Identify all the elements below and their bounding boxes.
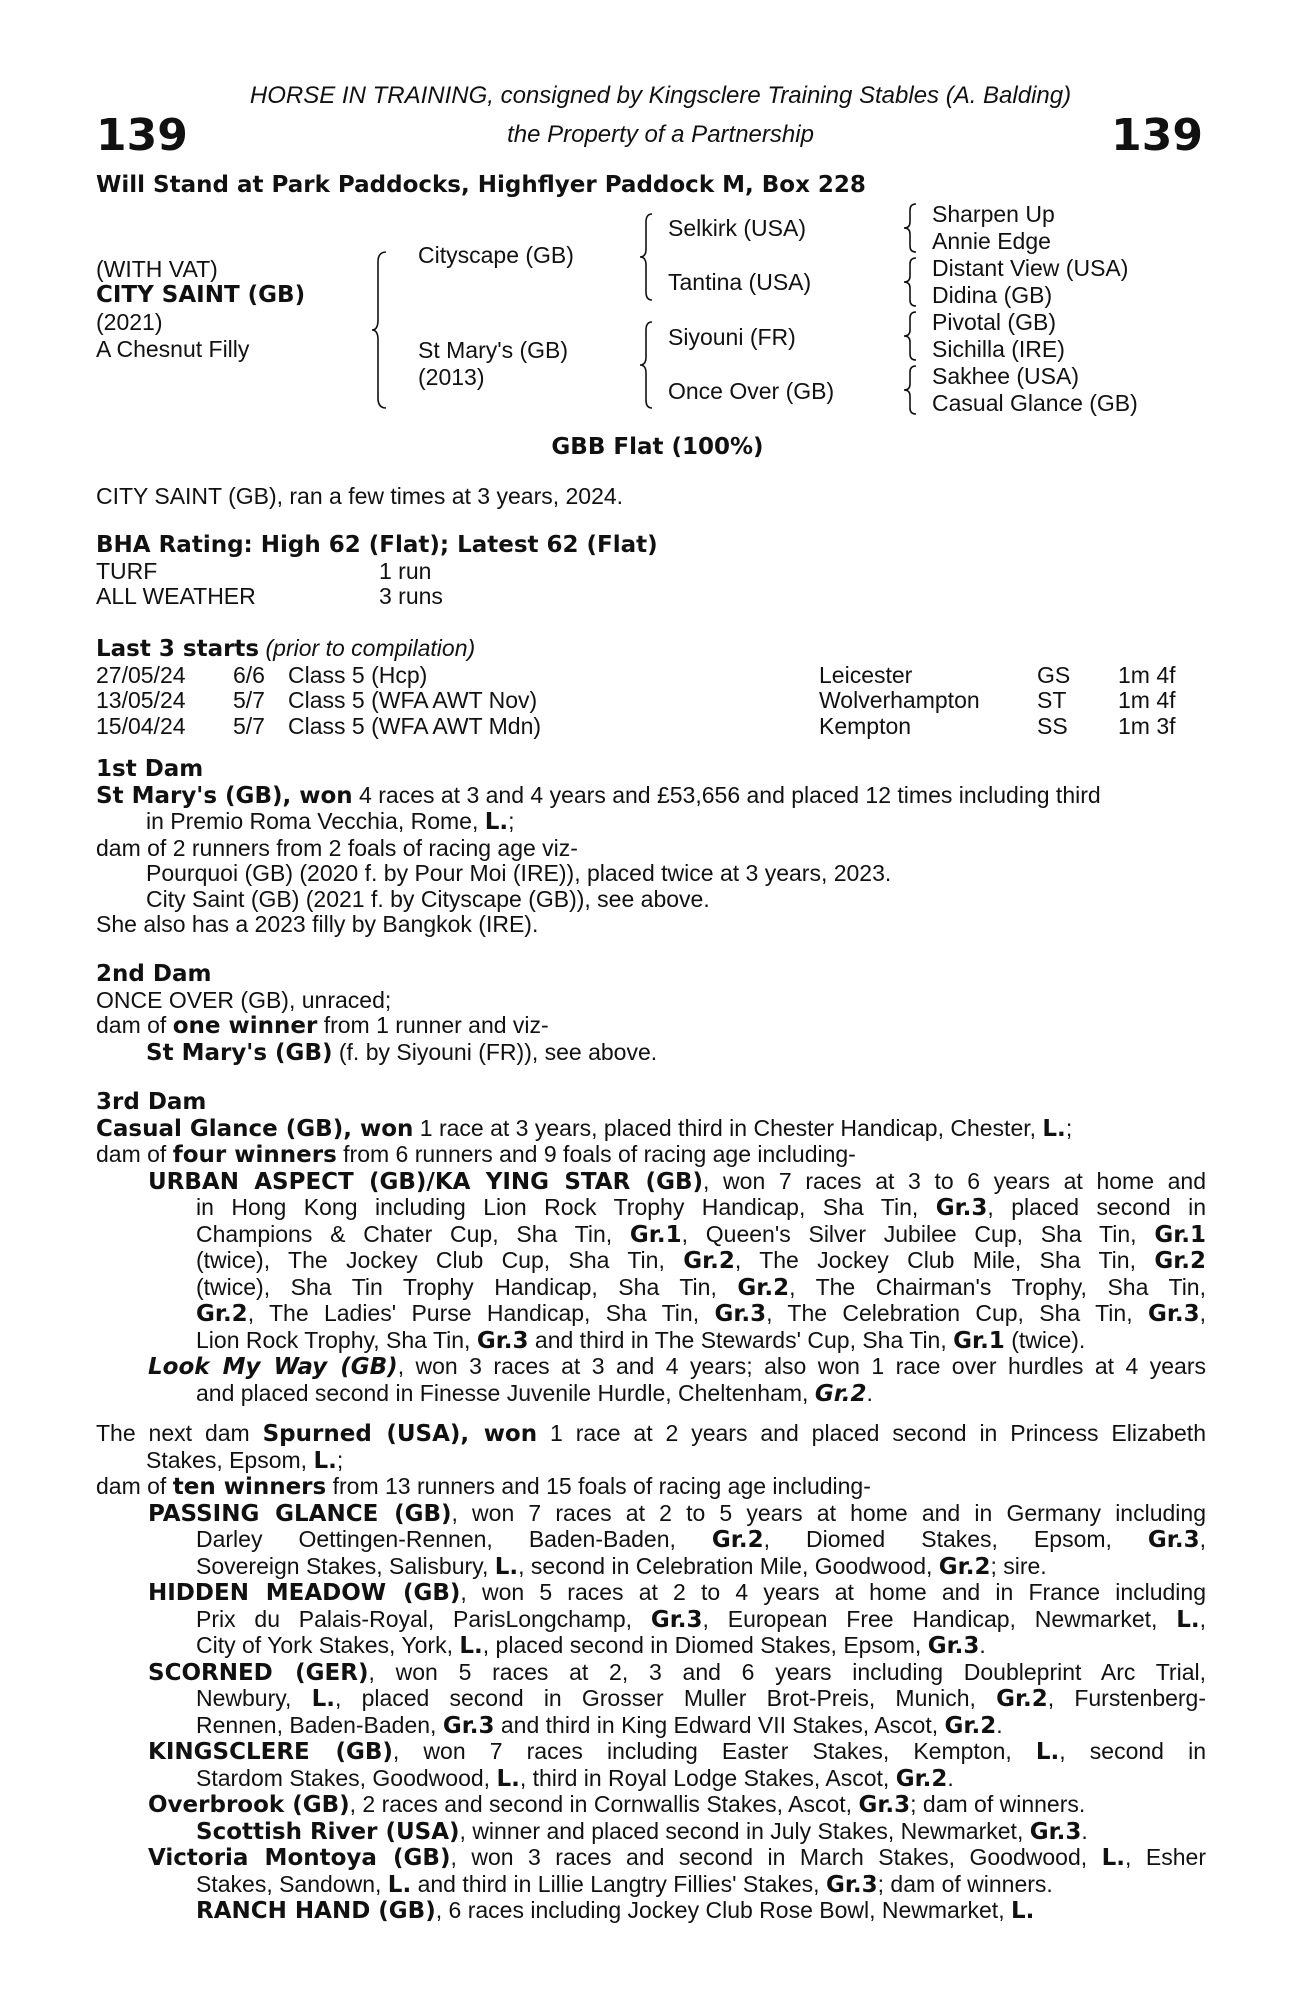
stand-location: Will Stand at Park Paddocks, Highflyer Paddock M, Box 228 xyxy=(96,172,866,198)
horse-description: A Chesnut Filly xyxy=(96,336,250,362)
produce-scottish-river: Scottish River (USA), winner and placed second in July Stakes, Newmarket, Gr.3. xyxy=(196,1817,1088,1845)
brace-dam xyxy=(638,320,656,410)
start-course: Wolverhampton xyxy=(819,687,980,713)
dam-sire: Siyouni (FR) xyxy=(668,324,796,350)
gen3-dss: Pivotal (GB) xyxy=(932,309,1056,335)
third-dam-title: 3rd Dam xyxy=(96,1089,207,1115)
rating-row: ALL WEATHER 3 runs xyxy=(96,583,443,609)
last-starts xyxy=(96,636,1206,739)
start-class: Class 5 (Hcp) xyxy=(288,661,428,688)
gen3-dds: Sakhee (USA) xyxy=(932,363,1080,389)
dam-dam: Once Over (GB) xyxy=(668,378,835,404)
produce-overbrook: Overbrook (GB), 2 races and second in Cornwallis Stakes, Ascot, Gr.3; dam of winners. xyxy=(148,1791,1086,1818)
gbb-flat: GBB Flat (100%) xyxy=(551,434,764,460)
start-row xyxy=(96,663,1206,689)
sire-dam: Tantina (USA) xyxy=(668,269,812,295)
starts-title: Last 3 starts xyxy=(96,636,260,662)
produce-hidden-meadow: HIDDEN MEADOW (GB), won 5 races at 2 to 4 years at home and in France including xyxy=(148,1579,1206,1606)
brace-sd xyxy=(902,256,920,308)
brace-gen1 xyxy=(370,250,390,410)
first-dam: 1st Dam St Mary's (GB), won 4 races at 3 and 4 years and £53,656 and placed 12 times including third in Premio Roma Vecchia, Rome, L.; dam of 2 runners from 2 foals of racing age viz- Pourquoi (GB) (2020 f. by Pour Moi (IRE)), placed twice at 3 years, 2023. City Saint (GB) (2021 f. by Cityscape (GB)), see above. She also has a 2023 filly by Bangkok (IRE). xyxy=(96,757,1206,938)
foal: City Saint (GB) (2021 f. by Cityscape (GB)), see above. xyxy=(146,885,710,912)
vat-note: (WITH VAT) xyxy=(96,256,218,282)
produce-scorned: SCORNED (GER), won 5 races at 2, 3 and 6 years including Doubleprint Arc Trial, xyxy=(148,1658,1206,1686)
start-row xyxy=(96,714,1206,740)
start-dist: 1m 3f xyxy=(1118,712,1176,739)
bha-rating xyxy=(96,533,1206,610)
gen3-sds: Distant View (USA) xyxy=(932,255,1129,281)
race-summary: CITY SAINT (GB), ran a few times at 3 years, 2024. xyxy=(96,483,624,509)
start-pos: 6/6 xyxy=(233,661,265,688)
start-date: 27/05/24 xyxy=(96,661,186,688)
start-class: Class 5 (WFA AWT Nov) xyxy=(288,687,538,713)
gen3-sss: Sharpen Up xyxy=(932,201,1055,227)
gen3-sdd: Didina (GB) xyxy=(932,282,1053,308)
next-dam: The next dam Spurned (USA), won 1 race at 2 years and placed second in Princess Elizabeth Stakes, Epsom, L.; dam of ten winners from 13 runners and 15 foals of racing age including- PASSING GLANCE (GB), won 7 races at 2 to 5 years at home and in Germany including Darley Oettingen-Rennen, Baden-Baden, Gr.2, Diomed Stakes, Epsom, Gr.3, Sovereign Stakes, Salisbury, L., second in Celebration Mile, Goodwood, Gr.2; sire. HIDDEN MEADOW (GB), won 5 races at 2 to 4 years at home and in France including Prix du Palais-Royal, ParisLongchamp, Gr.3, European Free Handicap, Newmarket, L., City of York Stakes, York, L., placed second in Diomed Stakes, Epsom, Gr.3. SCORNED (GER), won 5 races at 2, 3 and 6 years including Doubleprint Arc Trial, Newbury, L., placed second in Grosser Muller Brot-Preis, Munich, Gr.2, Furstenberg- Rennen, Baden-Baden, Gr.3 and third in King Edward VII Stakes, Ascot, Gr.2. KINGSCLERE (GB), won 7 races including Easter Stakes, Kempton, L., second in Stardom Stakes, Goodwood, L., third in Royal Lodge Stakes, Ascot, Gr.2. Overbrook (GB), 2 races and second in Cornwallis Stakes, Ascot, Gr.3; dam of winners. Scottish River (USA), winner and placed second in July Stakes, Newmarket, Gr.3. Victoria Montoya (GB), won 3 races and second in March Stakes, Goodwood, L., Esher Stakes, Sandown, L. and third in Lillie Langtry Fillies' Stakes, Gr.3; dam of winners. RANCH HAND (GB), 6 races including Jockey Club Rose Bowl, Newmarket, L. xyxy=(96,1420,1207,1924)
horse-name: CITY SAINT (GB) xyxy=(96,282,306,308)
brace-sire xyxy=(638,212,656,302)
produce-victoria-montoya: Victoria Montoya (GB), won 3 races and second in March Stakes, Goodwood, L., Esher xyxy=(148,1844,1206,1871)
start-course: Kempton xyxy=(819,712,912,739)
start-date: 15/04/24 xyxy=(96,712,186,739)
start-date: 13/05/24 xyxy=(96,687,186,713)
start-course: Leicester xyxy=(819,661,913,688)
rating-row: TURF 1 run xyxy=(96,557,432,584)
gen3-ddd: Casual Glance (GB) xyxy=(932,390,1138,416)
produce-ranch-hand: RANCH HAND (GB), 6 races including Jockey Club Rose Bowl, Newmarket, L. xyxy=(196,1897,1035,1924)
third-dam: 3rd Dam Casual Glance (GB), won 1 race at 3 years, placed third in Chester Handicap, Chester, L.; dam of four winners from 6 runners and 9 foals of racing age including- URBAN ASPECT (GB)/KA YING STAR (GB), won 7 races at 3 to 6 years at home and in Hong Kong including Lion Rock Trophy Handicap, Sha Tin, Gr.3, placed second in Champions & Chater Cup, Sha Tin, Gr.1, Queen's Silver Jubilee Cup, Sha Tin, Gr.1 (twice), The Jockey Club Cup, Sha Tin, Gr.2, The Jockey Club Mile, Sha Tin, Gr.2 (twice), Sha Tin Trophy Handicap, Sha Tin, Gr.2, The Chairman's Trophy, Sha Tin, Gr.2, The Ladies' Purse Handicap, Sha Tin, Gr.3, The Celebration Cup, Sha Tin, Gr.3, Lion Rock Trophy, Sha Tin, Gr.3 and third in The Stewards' Cup, Sha Tin, Gr.1 (twice). Look My Way (GB), won 3 races at 3 and 4 years; also won 1 race over hurdles at 4 years and placed second in Finesse Juvenile Hurdle, Cheltenham, Gr.2. xyxy=(96,1089,1207,1407)
start-row xyxy=(96,688,1206,714)
gen3-ssd: Annie Edge xyxy=(932,228,1051,254)
start-dist: 1m 4f xyxy=(1118,687,1176,713)
second-dam: 2nd Dam ONCE OVER (GB), unraced; dam of one winner from 1 runner and viz- St Mary's (GB) (f. by Siyouni (FR)), see above. xyxy=(96,962,1206,1066)
start-class: Class 5 (WFA AWT Mdn) xyxy=(288,712,542,739)
sire: Cityscape (GB) xyxy=(418,242,574,268)
brace-ss xyxy=(902,202,920,254)
dam-year: (2013) xyxy=(418,364,485,390)
start-dist: 1m 4f xyxy=(1118,661,1176,688)
brace-ds xyxy=(902,310,920,362)
lot-number-right: 139 xyxy=(1111,110,1203,161)
gen3-dsd: Sichilla (IRE) xyxy=(932,336,1065,362)
lot-number-left: 139 xyxy=(96,110,188,161)
start-going: GS xyxy=(1037,661,1071,688)
start-going: SS xyxy=(1037,712,1068,739)
brace-dd xyxy=(902,364,920,416)
dam: St Mary's (GB) xyxy=(418,337,569,363)
sire-sire: Selkirk (USA) xyxy=(668,215,807,241)
consignor-line: HORSE IN TRAINING, consigned by Kingsclere Training Stables (A. Balding) xyxy=(249,82,1072,109)
start-going: ST xyxy=(1037,687,1067,713)
starts-note: (prior to compilation) xyxy=(265,635,476,661)
first-dam-title: 1st Dam xyxy=(96,756,204,782)
foal: Pourquoi (GB) (2020 f. by Pour Moi (IRE)), placed twice at 3 years, 2023. xyxy=(146,860,892,886)
produce-passing-glance: PASSING GLANCE (GB), won 7 races at 2 to 5 years at home and in Germany including xyxy=(148,1499,1206,1527)
second-dam-title: 2nd Dam xyxy=(96,961,212,987)
produce-kingsclere: KINGSCLERE (GB), won 7 races including Easter Stakes, Kempton, L., second in xyxy=(148,1738,1206,1765)
horse-year: (2021) xyxy=(96,309,163,335)
rating-title: BHA Rating: High 62 (Flat); Latest 62 (Flat) xyxy=(96,532,658,558)
produce-urban-aspect: URBAN ASPECT (GB)/KA YING STAR (GB), won 7 races at 3 to 6 years at home and in Hong Kong including Lion Rock Trophy Handicap, Sha Tin, Gr.3, placed second in Champions & Chater Cup, Sha Tin, Gr.1, Queen's Silver Jubilee Cup, Sha Tin, Gr.1 (twice), The Jockey Club Cup, Sha Tin, Gr.2, The Jockey Club Mile, Sha Tin, Gr.2 (twice), Sha Tin Trophy Handicap, Sha Tin, Gr.2, The Chairman's Trophy, Sha Tin, Gr.2, The Ladies' Purse Handicap, Sha Tin, Gr.3, The Celebration Cup, Sha Tin, Gr.3, Lion Rock Trophy, Sha Tin, Gr.3 and third in The Stewards' Cup, Sha Tin, Gr.1 (twice). Look My Way (GB), won 3 races at 3 and 4 years; also won 1 race over hurdles at 4 years and placed second in Finesse Juvenile Hurdle, Cheltenham, Gr.2. xyxy=(148,1167,1207,1407)
property-line: the Property of a Partnership xyxy=(507,121,814,148)
start-pos: 5/7 xyxy=(233,687,265,713)
start-pos: 5/7 xyxy=(233,712,265,739)
